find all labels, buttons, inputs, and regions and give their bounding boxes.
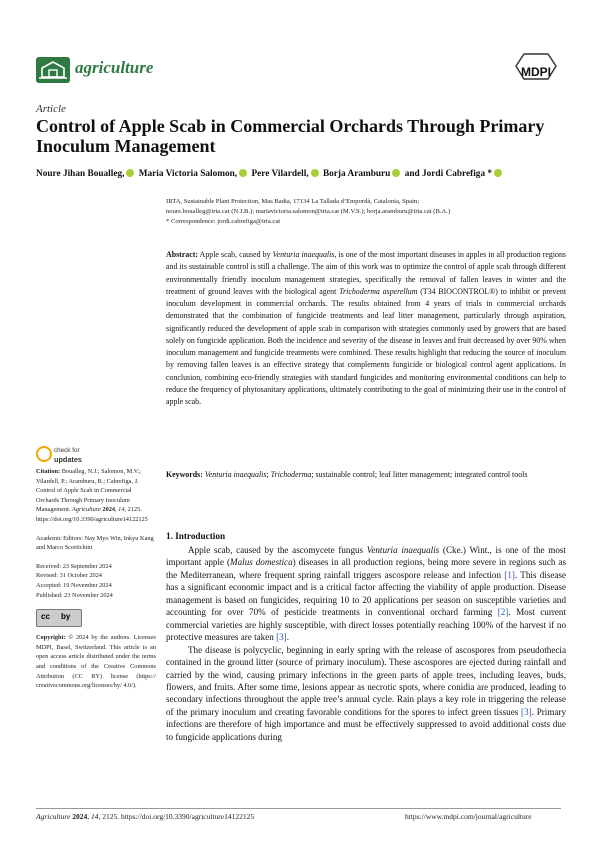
orcid-icon[interactable] <box>494 169 502 177</box>
text: . This disease has a significant economic impact and is a critical factor affecting the viability of apple production. Disease management is based on fungicides, requiring 10 to 20 applications per season on susceptible varieties and accounting for over 70% of pesticide treatments in conventional orchard farming <box>166 569 566 618</box>
article-type: Article <box>36 103 66 115</box>
reference-link[interactable]: [1] <box>504 569 515 580</box>
section-heading: 1. Introduction <box>166 531 226 541</box>
accepted-date: Accepted: 19 November 2024 <box>36 581 112 589</box>
paragraph <box>166 544 566 644</box>
paragraph <box>166 644 566 744</box>
orcid-icon[interactable] <box>126 169 134 177</box>
keyword-list: ; sustainable control; leaf litter management; integrated control tools <box>311 470 528 479</box>
footer-journal: Agriculture <box>36 812 71 821</box>
author-name: Maria Victoria Salomon, <box>138 169 238 179</box>
footer-doi[interactable]: , 2125. https://doi.org/10.3390/agriculture14122125 <box>98 812 255 821</box>
cc-by-license-icon[interactable] <box>36 609 82 627</box>
orcid-icon[interactable] <box>392 169 400 177</box>
correspondence: * Correspondence: jordi.cabrefiga@irta.cat <box>166 218 281 225</box>
orcid-icon[interactable] <box>239 169 247 177</box>
footer-volume: , 14 <box>87 812 99 821</box>
copyright-text: © 2024 by the authors. Licensee MDPI, Basel, Switzerland. This article is an open access article distributed under the terms and conditions of the Creative Commons Attribution (CC BY) license (https:// creativecommons.org/licenses/by/ 4.0/). <box>36 634 156 690</box>
orcid-icon[interactable] <box>311 169 319 177</box>
abstract-agent: Trichoderma asperellum <box>339 286 418 296</box>
journal-logo-icon <box>36 57 70 83</box>
sidebar-info <box>36 467 156 691</box>
abstract <box>166 249 566 408</box>
affiliation-emails: noure.boualleg@irta.cat (N.J.B.); mariavictoria.salomon@irta.cat (M.V.S.); borja.aramburu@irta.cat (B.A.) <box>166 208 451 215</box>
footer-year: 2024 <box>70 812 88 821</box>
abstract-label: Abstract: <box>166 250 198 259</box>
check-updates-line2: updates <box>54 455 82 464</box>
section-body <box>166 544 566 743</box>
journal-name: agriculture <box>75 58 154 77</box>
revised-date: Revised: 31 October 2024 <box>36 572 102 580</box>
text-italic: Malus domestica <box>230 557 293 568</box>
citation-doi: , 2125. https://doi.org/10.3390/agriculture14122125 <box>36 506 148 523</box>
keywords-label: Keywords: <box>166 470 203 479</box>
text: . Primary infections are therefore of high importance and must be effectively suppressed to avoid additional costs due to fungicide applications during <box>166 706 566 742</box>
abstract-pathogen: Venturia inaequalis <box>272 250 335 259</box>
footer-divider <box>36 808 561 809</box>
abstract-text: , is one of the most important diseases in apples in all production regions and its sustainable control is still a challenge. The aim of this work was to optimize the control of apple scab through different environmentally friendly inoculum management strategies, specifically the removal of fallen leaves in winter and the treatment of ground leaves with the biological agent <box>166 250 566 296</box>
reference-link[interactable]: [3] <box>521 706 532 717</box>
text: . Most current commercial varieties are highly susceptible, with direct losses potentially reaching 100% of the harvest if no protective measures are taken <box>166 607 566 643</box>
text: The disease is polycyclic, beginning in early spring with the release of ascospores from pseudothecia contained in the ground litter (source of primary inoculum). These ascospores are ejected during rainfall and carried by the wind, causing primary infections in the green parts of apple trees, including leaves, buds, flowers, and fruits. After some time, lesions appear as necrotic spots, where conidia are produced, leading to secondary infections throughout the apple tree’s annual cycle. Rain plays a key role in triggering the release of the primary inoculum and creating favorable conditions for the spores to infect green tissues <box>166 644 566 717</box>
page-title: Control of Apple Scab in Commercial Orchards Through Primary Inoculum Management <box>36 116 545 156</box>
affiliation-line: IRTA, Sustainable Plant Protection, Mas Badia, 17134 La Tallada d’Empordà, Catalonia, Spain; <box>166 198 420 205</box>
author-list <box>36 169 566 179</box>
affiliation-block <box>166 197 566 227</box>
abstract-text: (T34 BIOCONTROL®) to inhibit or prevent inoculum development in commercial orchards. The results obtained from 4 years of trials in commercial orchards demonstrated that the combination of fungicide treatments and leaf litter management, particularly through aspiration, significantly reduced the development of apple scab in comparison with strategies commonly used by growers that are based solely on fungicide application. Both the incidence and severity of the disease in leaves and fruit decreased by over 90% when inoculum management and fungicide treatments were combined. These results highlight that reducing the source of inoculum by removing fallen leaves is an effective strategy that complements fungicide or biological control agent applications. In conclusion, combining eco-friendly strategies with standard fungicides and monitoring environmental conditions can help to reduce the frequency of phytosanitary applications, ultimately contributing to the goal of minimizing their use in the control of apple scab. <box>166 286 567 406</box>
reference-link[interactable]: [3] <box>276 632 287 643</box>
citation-year: 2024 <box>100 506 116 514</box>
mdpi-logo-text: MDPI <box>521 65 551 79</box>
author-name: and Jordi Cabrefiga * <box>404 169 493 179</box>
author-name: Pere Vilardell, <box>251 169 309 179</box>
text-italic: Venturia inaequalis <box>366 545 440 555</box>
check-updates-icon <box>36 446 52 462</box>
keyword-sep: ; <box>266 470 271 479</box>
keywords <box>166 469 566 481</box>
footer-url-link[interactable]: https://www.mdpi.com/journal/agriculture <box>405 812 532 821</box>
citation-label: Citation: <box>36 468 61 475</box>
by-label: by <box>61 612 71 622</box>
mdpi-logo <box>512 52 560 82</box>
citation-volume: , 14 <box>115 506 125 514</box>
author-name: Borja Aramburu <box>322 169 391 179</box>
text: ) diseases in all production regions, being more severe in regions such as the Mediterranean, where frequent spring rainfall triggers ascospore release and infection <box>166 557 566 580</box>
citation-text: Boualleg, N.J.; Salomon, M.V.; Vilardell, P.; Aramburu, B.; Cabrefiga, J. Control of Apple Scab in Commercial Orchards Through Primary Inoculum Management. <box>36 468 141 514</box>
published-date: Published: 23 November 2024 <box>36 591 113 599</box>
footer-citation <box>36 812 254 821</box>
check-updates-line1: check for <box>54 447 80 454</box>
abstract-text: Apple scab, caused by <box>198 250 273 259</box>
keyword: Venturia inaequalis <box>204 470 267 479</box>
citation <box>36 467 156 525</box>
author-name: Noure Jihan Boualleg, <box>36 169 125 179</box>
academic-editors: Academic Editors: Nay Myo Win, Inkyu Kang and Marco Scortichini <box>36 534 154 552</box>
reference-link[interactable]: [2] <box>497 607 509 618</box>
copyright-label: Copyright: <box>36 634 66 642</box>
copyright <box>36 633 156 691</box>
cc-label: cc <box>41 612 50 622</box>
text: Apple scab, caused by the ascomycete fungus <box>188 545 367 555</box>
received-date: Received: 23 September 2024 <box>36 562 112 570</box>
keyword: Trichoderma <box>270 470 312 479</box>
text: . <box>286 632 289 643</box>
text: (Cke.) Wint., is one of the most important apple ( <box>166 545 566 568</box>
citation-journal: Agriculture <box>72 506 101 514</box>
